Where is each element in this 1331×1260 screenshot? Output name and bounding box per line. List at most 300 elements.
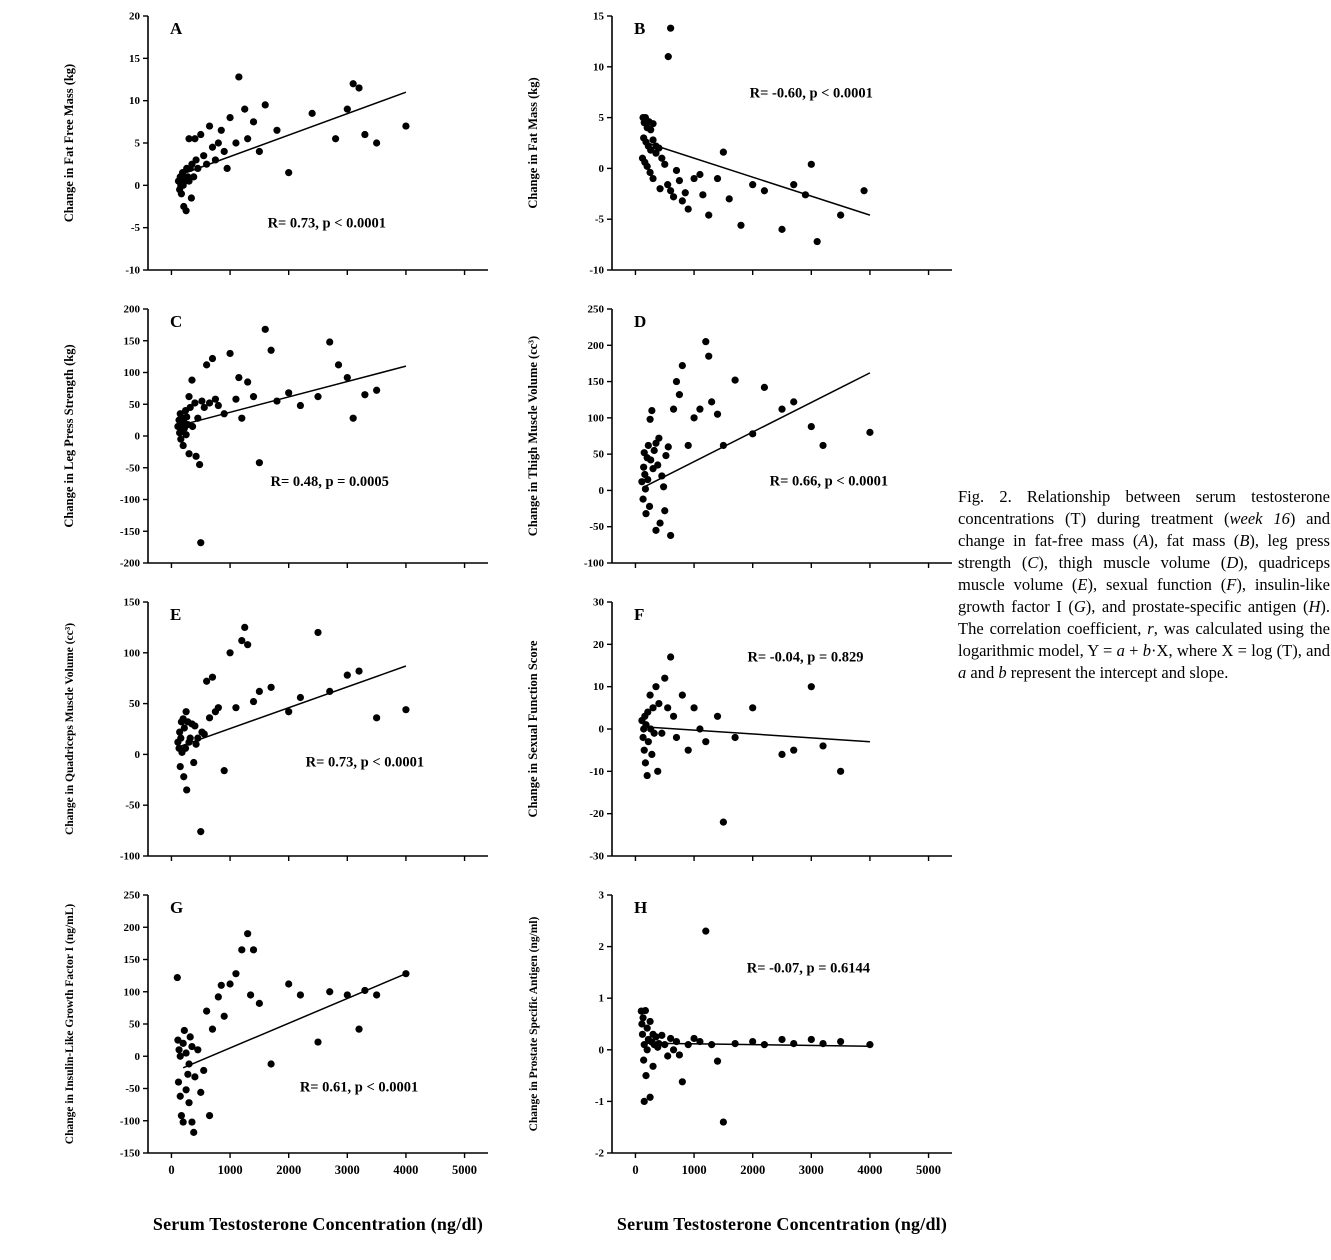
data-point [191, 1073, 198, 1080]
data-point [673, 734, 680, 741]
data-point [185, 393, 192, 400]
y-tick-label: 150 [587, 376, 604, 389]
caption-segment: ) and change in fat-free mass ( [958, 508, 1331, 550]
data-point [198, 397, 205, 404]
data-point [177, 1093, 184, 1100]
data-point [200, 1067, 207, 1074]
data-point [188, 377, 195, 384]
data-point [690, 414, 697, 421]
data-point [749, 704, 756, 711]
data-point [209, 144, 216, 151]
y-tick-label: -50 [125, 462, 140, 475]
panel-letter: F [634, 605, 645, 624]
data-point [696, 1038, 703, 1045]
y-axis-title: Change in Quadriceps Muscle Volume (cc³) [64, 622, 76, 836]
y-tick-label: -50 [125, 799, 140, 812]
data-point [180, 773, 187, 780]
data-point [250, 118, 257, 125]
correlation-annotation: R= -0.60, p < 0.0001 [749, 85, 873, 102]
data-point [224, 165, 231, 172]
caption-segment: b [998, 662, 1007, 682]
scatter-plot-B [520, 6, 968, 294]
data-point [197, 539, 204, 546]
scatter-plot-D [520, 299, 968, 587]
data-point [215, 139, 222, 146]
data-point [212, 396, 219, 403]
data-point [655, 144, 662, 151]
y-tick-label: -5 [130, 222, 140, 235]
y-tick-label: 50 [129, 698, 140, 711]
y-tick-label: -10 [589, 264, 604, 277]
data-point [183, 1086, 190, 1093]
x-tick-label: 5000 [916, 1163, 942, 1177]
data-point [648, 407, 655, 414]
y-tick-label: 10 [593, 681, 604, 694]
y-tick-label: 5 [134, 137, 140, 150]
data-point [654, 768, 661, 775]
data-point [241, 624, 248, 631]
data-point [192, 741, 199, 748]
data-point [402, 970, 409, 977]
data-point [641, 1098, 648, 1105]
panel-letter: H [634, 898, 648, 917]
y-tick-label: 250 [123, 889, 140, 902]
y-tick-label: 0 [598, 484, 604, 497]
data-point [673, 1038, 680, 1045]
data-point [656, 519, 663, 526]
data-point [720, 149, 727, 156]
data-point [226, 350, 233, 357]
data-point [685, 205, 692, 212]
data-point [661, 161, 668, 168]
data-point [177, 763, 184, 770]
data-point [705, 353, 712, 360]
caption-segment: A [1138, 530, 1149, 550]
data-point [814, 238, 821, 245]
data-point [238, 415, 245, 422]
data-point [732, 377, 739, 384]
data-point [685, 442, 692, 449]
data-point [679, 197, 686, 204]
correlation-annotation: R= -0.04, p = 0.829 [747, 649, 864, 666]
data-point [699, 191, 706, 198]
y-tick-label: -100 [119, 1115, 140, 1128]
caption-segment: C [1027, 552, 1039, 572]
data-point [355, 667, 362, 674]
data-point [651, 447, 658, 454]
y-tick-label: 15 [593, 10, 604, 23]
x-tick-label: 1000 [217, 1163, 243, 1177]
data-point [720, 1118, 727, 1125]
caption-segment: a [1116, 640, 1125, 660]
data-point [732, 1040, 739, 1047]
data-point [185, 1060, 192, 1067]
caption-segment: a [958, 662, 967, 682]
data-point [696, 725, 703, 732]
data-point [866, 1041, 873, 1048]
y-tick-label: 250 [587, 303, 604, 316]
correlation-annotation: R= 0.48, p = 0.0005 [270, 474, 389, 491]
data-point [749, 181, 756, 188]
data-point [185, 1099, 192, 1106]
data-point [183, 708, 190, 715]
panel-letter: B [634, 19, 646, 38]
data-point [705, 212, 712, 219]
caption-segment: D [1226, 552, 1239, 572]
data-point [664, 1052, 671, 1059]
y-tick-label: 15 [129, 52, 140, 65]
x-tick-label: 2000 [740, 1163, 766, 1177]
y-tick-label: 0 [134, 748, 140, 761]
y-tick-label: -50 [125, 1083, 140, 1095]
y-tick-label: 50 [129, 1018, 140, 1031]
data-point [685, 747, 692, 754]
data-point [183, 431, 190, 438]
data-point [658, 472, 665, 479]
data-point [778, 406, 785, 413]
data-point [180, 442, 187, 449]
data-point [732, 734, 739, 741]
data-point [679, 1078, 686, 1085]
data-point [355, 84, 362, 91]
panel-letter: D [634, 312, 647, 331]
data-point [642, 510, 649, 517]
y-tick-label: 20 [129, 10, 140, 23]
data-point [644, 1046, 651, 1053]
y-tick-label: 0 [134, 430, 140, 443]
data-point [209, 674, 216, 681]
data-point [664, 704, 671, 711]
x-tick-label: 3000 [334, 1163, 360, 1177]
data-point [344, 106, 351, 113]
x-tick-label: 1000 [681, 1163, 707, 1177]
data-point [642, 759, 649, 766]
y-axis-title: Change in Insulin-Like Growth Factor I (ng/mL) [64, 903, 76, 1145]
data-point [326, 688, 333, 695]
data-point [268, 684, 275, 691]
y-tick-label: 0 [598, 162, 604, 175]
data-point [335, 361, 342, 368]
data-point [262, 101, 269, 108]
data-point [640, 1057, 647, 1064]
y-axis-title: Change in Sexual Function Score [526, 640, 540, 818]
x-axis-title-right: Serum Testosterone Concentration (ng/dl) [616, 1214, 948, 1234]
data-point [297, 694, 304, 701]
data-point [654, 461, 661, 468]
data-point [658, 730, 665, 737]
data-point [209, 1026, 216, 1033]
data-point [232, 704, 239, 711]
caption-segment: b [1142, 640, 1152, 660]
data-point [181, 1027, 188, 1034]
data-point [790, 398, 797, 405]
data-point [648, 751, 655, 758]
data-point [235, 73, 242, 80]
y-axis-title: Change in Fat Free Mass (kg) [62, 63, 76, 223]
data-point [696, 171, 703, 178]
data-point [749, 1038, 756, 1045]
data-point [192, 156, 199, 163]
data-point [350, 415, 357, 422]
y-tick-label: 200 [123, 921, 140, 934]
y-tick-label: 5 [598, 112, 604, 125]
data-point [314, 629, 321, 636]
scatter-plot-F [520, 592, 968, 880]
data-point [226, 114, 233, 121]
data-point [197, 131, 204, 138]
data-point [644, 1025, 651, 1032]
data-point [183, 1049, 190, 1056]
x-tick-label: 2000 [276, 1163, 302, 1177]
data-point [647, 456, 654, 463]
data-point [256, 459, 263, 466]
data-point [647, 416, 654, 423]
x-tick-label: 3000 [798, 1163, 824, 1177]
data-point [196, 461, 203, 468]
data-point [749, 430, 756, 437]
data-point [658, 1032, 665, 1039]
y-tick-label: -1 [594, 1095, 604, 1108]
data-point [183, 786, 190, 793]
panel-B [520, 6, 968, 299]
y-tick-label: -20 [589, 808, 604, 821]
data-point [247, 991, 254, 998]
panel-letter: G [170, 898, 184, 917]
data-point [244, 641, 251, 648]
caption-segment: ), leg press strength ( [958, 530, 1330, 572]
data-point [679, 362, 686, 369]
data-point [188, 194, 195, 201]
data-point [194, 415, 201, 422]
data-point [642, 1072, 649, 1079]
figure-caption [958, 486, 1330, 683]
data-point [326, 338, 333, 345]
y-tick-label: -100 [119, 494, 140, 506]
data-point [714, 411, 721, 418]
panel-H [520, 885, 968, 1204]
y-axis-title: Change in Thigh Muscle Volume (cc³) [526, 335, 540, 537]
y-tick-label: 0 [134, 1050, 140, 1063]
panel-D [520, 299, 968, 592]
y-tick-label: 200 [587, 339, 604, 352]
data-point [661, 1041, 668, 1048]
scatter-plot-A [56, 6, 504, 294]
scatter-plot-E [56, 592, 504, 880]
data-point [309, 110, 316, 117]
data-point [641, 747, 648, 754]
panel-letter: A [170, 19, 183, 38]
data-point [720, 819, 727, 826]
caption-segment: Fig. 2. Relationship between serum testosterone concentrations (T) during treatment ( [958, 487, 1330, 528]
data-point [181, 724, 188, 731]
data-point [661, 507, 668, 514]
panel-A [56, 6, 504, 299]
data-point [649, 704, 656, 711]
data-point [185, 450, 192, 457]
y-tick-label: -100 [119, 850, 140, 863]
data-point [177, 735, 184, 742]
y-tick-label: -150 [119, 525, 140, 538]
data-point [819, 442, 826, 449]
data-point [714, 175, 721, 182]
caption-segment: ), sexual function ( [1087, 574, 1227, 594]
correlation-annotation: R= -0.07, p = 0.6144 [746, 960, 871, 977]
data-point [670, 406, 677, 413]
data-point [642, 1007, 649, 1014]
data-point [350, 80, 357, 87]
data-point [647, 1018, 654, 1025]
data-point [244, 378, 251, 385]
data-point [344, 991, 351, 998]
data-point [297, 402, 304, 409]
data-point [819, 1040, 826, 1047]
data-point [639, 496, 646, 503]
data-point [182, 745, 189, 752]
data-point [178, 1112, 185, 1119]
correlation-annotation: R= 0.66, p < 0.0001 [769, 473, 889, 490]
data-point [714, 713, 721, 720]
data-point [761, 187, 768, 194]
data-point [215, 704, 222, 711]
data-point [256, 148, 263, 155]
data-point [649, 1063, 656, 1070]
data-point [221, 148, 228, 155]
data-point [250, 698, 257, 705]
data-point [661, 675, 668, 682]
caption-segment: ·X, where X = log (T), and [1151, 640, 1330, 660]
data-point [178, 190, 185, 197]
data-point [332, 135, 339, 142]
data-point [183, 207, 190, 214]
y-tick-label: 10 [593, 61, 604, 74]
y-tick-label: 50 [593, 448, 604, 461]
data-point [250, 393, 257, 400]
data-point [662, 452, 669, 459]
scatter-plot-H [520, 885, 968, 1199]
data-point [191, 399, 198, 406]
data-point [273, 397, 280, 404]
data-point [665, 443, 672, 450]
data-point [778, 751, 785, 758]
data-point [373, 387, 380, 394]
data-point [361, 987, 368, 994]
panel-G [56, 885, 504, 1204]
data-point [221, 767, 228, 774]
data-point [639, 1031, 646, 1038]
data-point [273, 127, 280, 134]
data-point [645, 442, 652, 449]
y-tick-label: -2 [594, 1147, 604, 1160]
y-tick-label: 100 [123, 647, 140, 660]
data-point [837, 1038, 844, 1045]
caption-segment: G [1073, 596, 1086, 616]
data-point [644, 772, 651, 779]
data-point [667, 25, 674, 32]
panel-E [56, 592, 504, 885]
data-point [241, 106, 248, 113]
data-point [203, 1008, 210, 1015]
data-point [642, 485, 649, 492]
y-tick-label: 150 [123, 954, 140, 966]
y-tick-label: 0 [134, 179, 140, 192]
y-tick-label: 0 [598, 1044, 604, 1057]
data-point [860, 187, 867, 194]
x-tick-label: 0 [168, 1163, 175, 1177]
data-point [665, 53, 672, 60]
data-point [344, 374, 351, 381]
data-point [250, 946, 257, 953]
y-tick-label: -200 [119, 557, 140, 570]
caption-segment: ), and prostate-specific antigen ( [1085, 596, 1309, 616]
plot-column-left [56, 6, 504, 1235]
data-point [218, 127, 225, 134]
data-point [726, 195, 733, 202]
data-point [655, 700, 662, 707]
y-tick-label: -150 [119, 1147, 140, 1160]
panel-letter: E [170, 605, 182, 624]
plot-column-right [520, 6, 968, 1235]
y-axis-title: Change in Prostate Specific Antigen (ng/ml) [528, 916, 540, 1132]
caption-segment: H [1308, 596, 1321, 616]
data-point [285, 980, 292, 987]
x-tick-label: 4000 [857, 1163, 883, 1177]
data-point [268, 1060, 275, 1067]
y-tick-label: 200 [123, 303, 140, 316]
data-point [232, 970, 239, 977]
data-point [206, 1112, 213, 1119]
data-point [790, 1040, 797, 1047]
x-axis-title-left: Serum Testosterone Concentration (ng/dl) [152, 1214, 484, 1234]
data-point [690, 175, 697, 182]
data-point [197, 828, 204, 835]
data-point [647, 1094, 654, 1101]
data-point [373, 991, 380, 998]
y-tick-label: 150 [123, 596, 140, 609]
x-tick-label: 4000 [393, 1163, 419, 1177]
y-tick-label: -10 [125, 264, 140, 277]
data-point [203, 678, 210, 685]
data-point [201, 730, 208, 737]
data-point [808, 1036, 815, 1043]
data-point [652, 683, 659, 690]
trend-line [183, 974, 406, 1068]
data-point [373, 714, 380, 721]
caption-segment: E [1077, 574, 1088, 594]
data-point [714, 1058, 721, 1065]
caption-segment: represent the intercept and slope. [1006, 662, 1229, 682]
data-point [761, 1041, 768, 1048]
data-point [837, 768, 844, 775]
data-point [209, 355, 216, 362]
data-point [808, 423, 815, 430]
y-tick-label: -50 [589, 521, 604, 534]
data-point [670, 1046, 677, 1053]
data-point [285, 708, 292, 715]
x-tick-label: 0 [632, 1163, 639, 1177]
data-point [180, 1040, 187, 1047]
data-point [221, 1013, 228, 1020]
data-point [644, 476, 651, 483]
data-point [184, 1071, 191, 1078]
data-point [676, 391, 683, 398]
data-point [720, 442, 727, 449]
data-point [656, 185, 663, 192]
y-tick-label: 100 [123, 367, 140, 379]
data-point [190, 759, 197, 766]
data-point [778, 226, 785, 233]
data-point [361, 131, 368, 138]
data-point [702, 738, 709, 745]
